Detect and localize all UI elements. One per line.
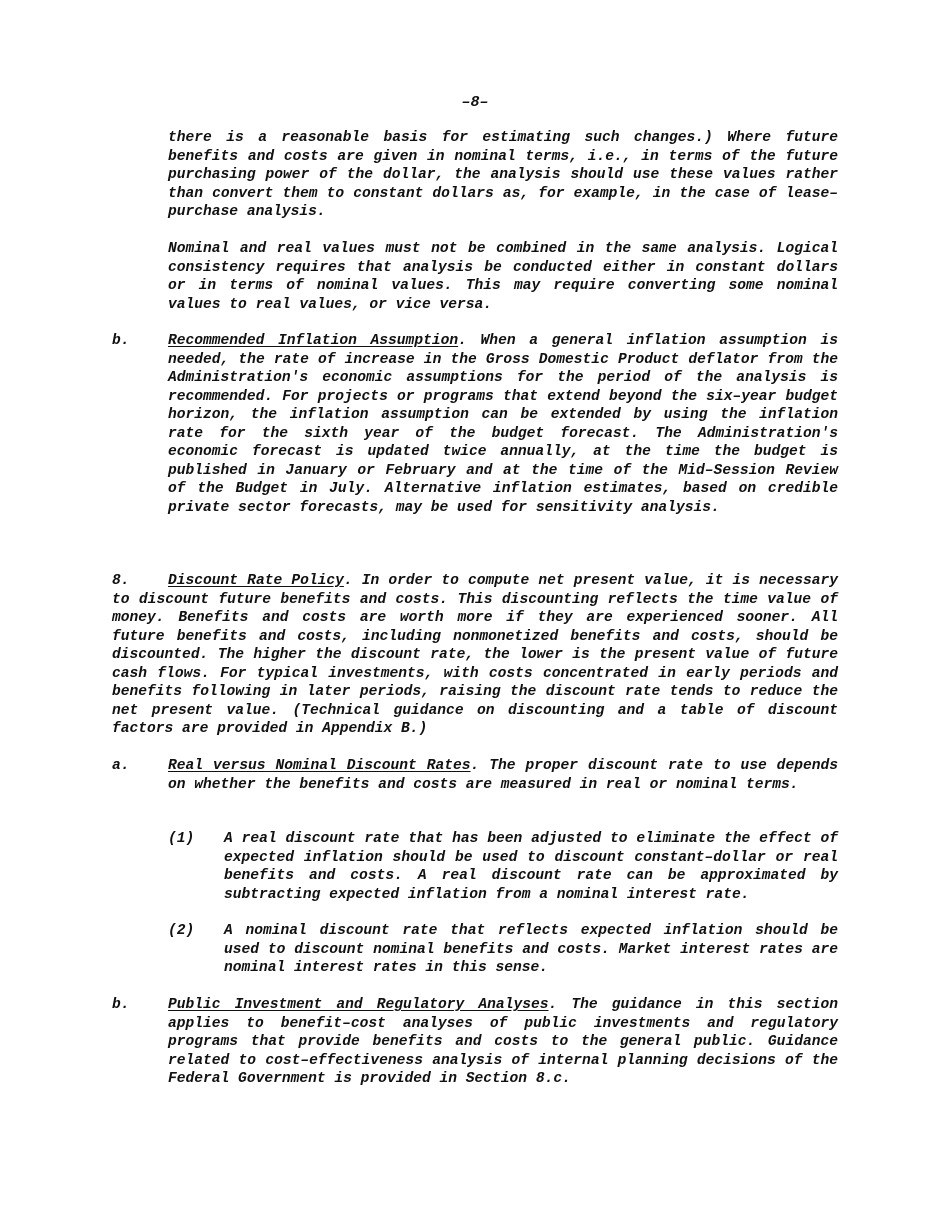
real-discount-rate-paragraph: A real discount rate that has been adjusted to eliminate the effect of expected inflation should be used to discount constant–dollar or real benefits and costs. A real discount rate can be approximated by subtracting expected inflation from a nominal interest rate. xyxy=(224,831,838,903)
nominal-real-paragraph: Nominal and real values must not be combined in the same analysis. Logical consistency requires that analysis be conducted either in constant dollars or in terms of nominal values. This may require converting some nominal values to real values, or vice versa. xyxy=(168,241,838,313)
item-b2-marker: b. xyxy=(112,997,130,1013)
real-nominal-rates-heading: Real versus Nominal Discount Rates xyxy=(168,758,471,774)
discount-rate-policy-paragraph xyxy=(112,572,838,739)
public-investment-text: . The guidance in this section applies to benefit–cost analyses of public investments and regulatory programs that provide benefits and costs to the general public. Guidance related to cost–effectiveness analysis of internal planning decisions of the Federal Government is provided in Section 8.c. xyxy=(168,997,838,1087)
inflation-assumption-heading: Recommended Inflation Assumption xyxy=(168,333,459,349)
page-number: –8– xyxy=(461,94,489,111)
item-a-marker: a. xyxy=(112,758,130,774)
section-8-marker: 8. xyxy=(112,573,130,589)
subitem-1-marker: (1) xyxy=(168,831,195,847)
item-b-marker: b. xyxy=(112,333,130,349)
subitem-2-marker: (2) xyxy=(168,923,195,939)
real-nominal-rates-text: . The proper discount rate to use depends on whether the benefits and costs are measured in real or nominal terms. xyxy=(168,758,838,793)
public-investment-paragraph xyxy=(168,996,838,1089)
discount-rate-policy-text: . In order to compute net present value, it is necessary to discount future benefits and costs. This discounting reflects the time value of money. Benefits and costs are worth more if they are experienced sooner. All future benefits and costs, including nonmonetized benefits and costs, should be discounted. The higher the discount rate, the lower is the present value of future cash flows. For typical investments, with costs concentrated in early periods and benefits following in later periods, raising the discount rate tends to reduce the net present value. (Technical guidance on discounting and a table of discount factors are provided in Appendix B.) xyxy=(112,573,838,737)
public-investment-heading: Public Investment and Regulatory Analyses xyxy=(168,997,549,1013)
inflation-assumption-text: . When a general inflation assumption is needed, the rate of increase in the Gross Domestic Product deflator from the Administration's economic assumptions for the period of the analysis is recommended. For projects or programs that extend beyond the six–year budget horizon, the inflation assumption can be extended by using the inflation rate for the sixth year of the budget forecast. The Administration's economic forecast is updated twice annually, at the time the budget is published in January or February and at the time of the Mid–Session Review of the Budget in July. Alternative inflation estimates, based on credible private sector forecasts, may be used for sensitivity analysis. xyxy=(168,333,838,516)
inflation-assumption-paragraph xyxy=(168,332,838,517)
continuation-paragraph: there is a reasonable basis for estimating such changes.) Where future benefits and costs are given in nominal terms, i.e., in terms of the future purchasing power of the dollar, the analysis should use these values rather than convert them to constant dollars as, for example, in the case of lease–purchase analysis. xyxy=(168,130,838,220)
discount-rate-policy-heading: Discount Rate Policy xyxy=(168,573,344,589)
nominal-discount-rate-paragraph: A nominal discount rate that reflects expected inflation should be used to discount nominal benefits and costs. Market interest rates are nominal interest rates in this sense. xyxy=(224,923,838,976)
real-nominal-rates-paragraph xyxy=(168,757,838,794)
